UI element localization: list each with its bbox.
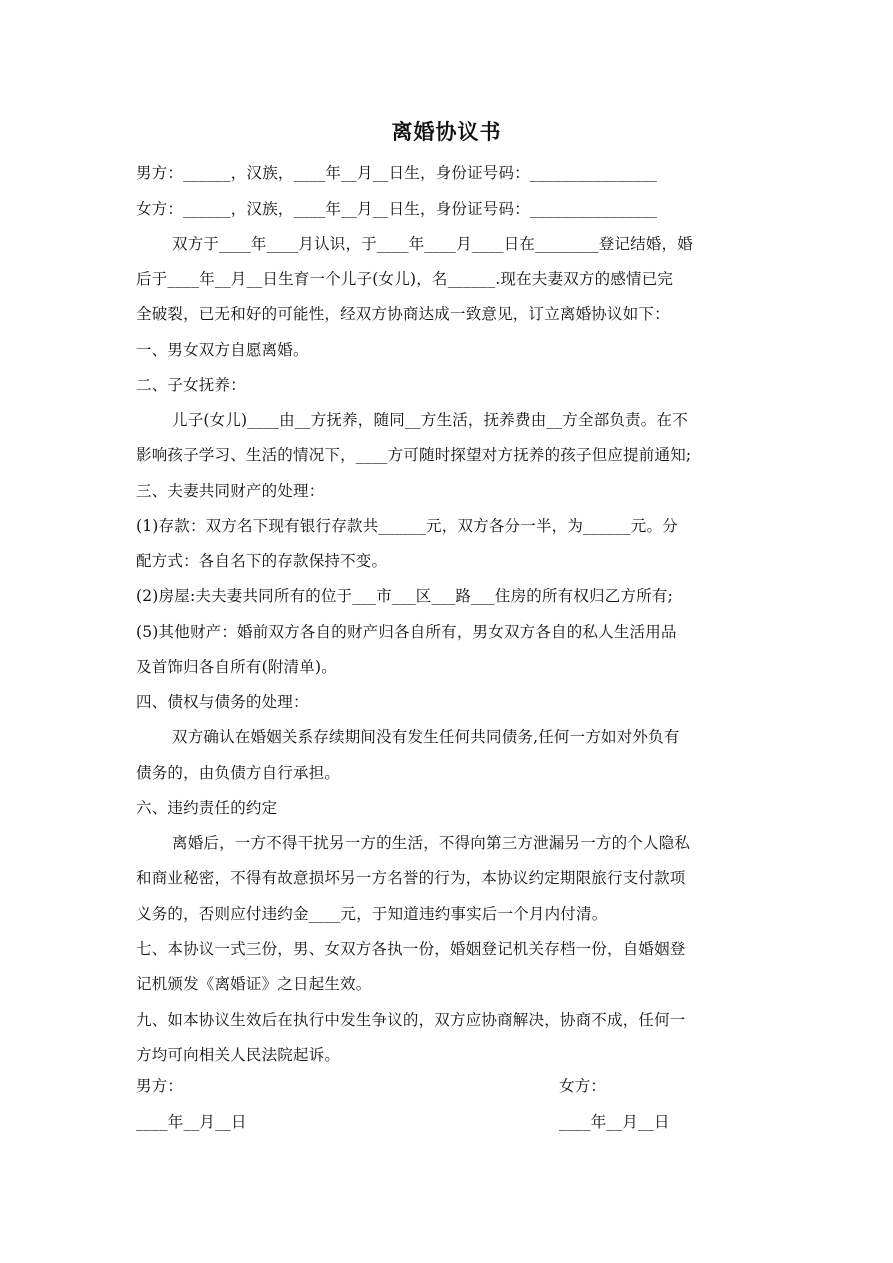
paragraph-line: (5)其他财产：婚前双方各自的财产归各自所有，男女双方各自的私人生活用品 bbox=[136, 623, 677, 641]
paragraph-line: 配方式：各自名下的存款保持不变。 bbox=[136, 552, 388, 570]
paragraph-line: 记机颁发《离婚证》之日起生效。 bbox=[136, 975, 372, 993]
paragraph-line: 后于____年__月__日生育一个儿子(女儿)，名______.现在夫妻双方的感情已完 bbox=[136, 270, 674, 288]
female-signature-date: ____年__月__日 bbox=[559, 1113, 670, 1131]
paragraph-line: 方均可向相关人民法院起诉。 bbox=[136, 1046, 341, 1064]
male-signature-label: 男方： bbox=[136, 1077, 184, 1095]
paragraph-line: 离婚后，一方不得干扰另一方的生活，不得向第三方泄漏另一方的个人隐私 bbox=[172, 834, 691, 852]
female-signature-label: 女方： bbox=[559, 1077, 607, 1095]
paragraph-line: 七、本协议一式三份，男、女双方各执一份，婚姻登记机关存档一份，自婚姻登 bbox=[136, 940, 686, 958]
section-heading: 一、男女双方自愿离婚。 bbox=[136, 341, 309, 359]
paragraph-line: 及首饰归各自所有(附清单)。 bbox=[136, 658, 337, 676]
paragraph-line: (1)存款：双方名下现有银行存款共______元，双方各分一半，为______元。分 bbox=[136, 517, 678, 535]
paragraph-line: 九、如本协议生效后在执行中发生争议的，双方应协商解决，协商不成，任何一 bbox=[136, 1011, 686, 1029]
male-info-line: 男方：______，汉族，____年__月__日生，身份证号码：________________ bbox=[136, 164, 658, 182]
paragraph-line: 双方于____年____月认识，于____年____月____日在________登记结婚，婚 bbox=[172, 235, 693, 253]
paragraph-line: (2)房屋:夫夫妻共同所有的位于___市___区___路___住房的所有权归乙方所有; bbox=[136, 587, 674, 605]
section-heading: 三、夫妻共同财产的处理： bbox=[136, 482, 325, 500]
paragraph-line: 义务的，否则应付违约金____元，于知道违约事实后一个月内付清。 bbox=[136, 905, 608, 923]
paragraph-line: 和商业秘密，不得有故意损坏另一方名誉的行为，本协议约定期限旅行支付款项 bbox=[136, 869, 686, 887]
paragraph-line: 全破裂，已无和好的可能性，经双方协商达成一致意见，订立离婚协议如下： bbox=[136, 305, 670, 323]
section-heading: 二、子女抚养： bbox=[136, 376, 246, 394]
section-heading: 四、债权与债务的处理： bbox=[136, 693, 309, 711]
female-info-line: 女方：______，汉族，____年__月__日生，身份证号码：________________ bbox=[136, 200, 658, 218]
paragraph-line: 影响孩子学习、生活的情况下，____方可随时探望对方抚养的孩子但应提前通知; bbox=[136, 446, 692, 464]
paragraph-line: 双方确认在婚姻关系存续期间没有发生任何共同债务,任何一方如对外负有 bbox=[172, 728, 680, 746]
paragraph-line: 债务的，由负债方自行承担。 bbox=[136, 764, 341, 782]
document-title: 离婚协议书 bbox=[391, 119, 502, 144]
paragraph-line: 儿子(女儿)____由__方抚养，随同__方生活，抚养费由__方全部负责。在不 bbox=[172, 411, 688, 429]
male-signature-date: ____年__月__日 bbox=[136, 1113, 247, 1131]
section-heading: 六、违约责任的约定 bbox=[136, 799, 278, 817]
